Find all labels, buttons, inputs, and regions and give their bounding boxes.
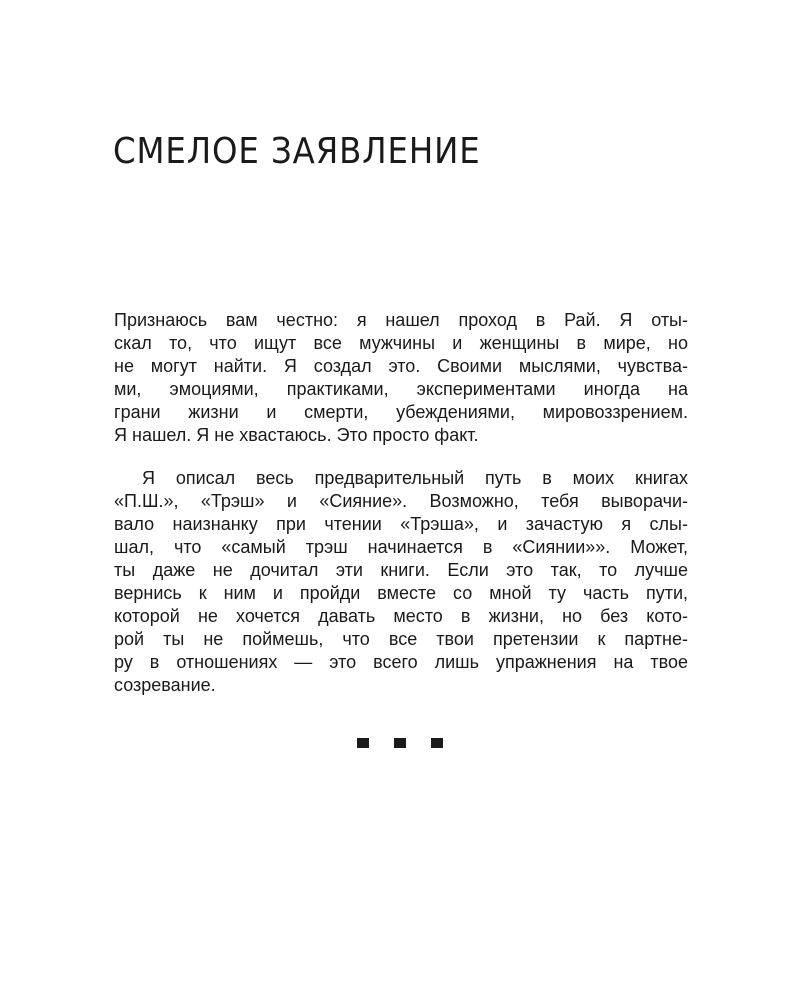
text-line: не могут найти. Я создал это. Своими мыслями, чувства-: [114, 356, 688, 376]
text-line: скал то, что ищут все мужчины и женщины в мире, но: [114, 333, 688, 353]
square-dot-icon: [394, 738, 406, 748]
text-line: «П.Ш.», «Трэш» и «Сияние». Возможно, тебя выворачи-: [114, 491, 688, 511]
paragraph-spacer: [114, 447, 688, 467]
text-line: Признаюсь вам честно: я нашел проход в Рай. Я оты-: [114, 310, 688, 330]
text-line: которой не хочется давать место в жизни, но без кото-: [114, 606, 688, 626]
text-line: ру в отношениях — это всего лишь упражнения на твое: [114, 652, 688, 672]
paragraph-2: [114, 467, 688, 697]
text-line: вернись к ним и пройди вместе со мной ту часть пути,: [114, 583, 688, 603]
text-line: ми, эмоциями, практиками, экспериментами иногда на: [114, 379, 688, 399]
square-dot-icon: [431, 738, 443, 748]
text-line: грани жизни и смерти, убеждениями, мировоззрением.: [114, 402, 688, 422]
text-line: вало наизнанку при чтении «Трэша», и зачастую я слы-: [114, 514, 688, 534]
paragraph-1: [114, 309, 688, 447]
text-line: Я нашел. Я не хвастаюсь. Это просто факт.: [114, 425, 479, 445]
text-line: рой ты не поймешь, что все твои претензии к партне-: [114, 629, 688, 649]
body-text: [114, 309, 688, 697]
chapter-title: СМЕЛОЕ ЗАЯВЛЕНИЕ: [113, 131, 481, 172]
text-line: шал, что «самый трэш начинается в «Сиянии»». Может,: [114, 537, 688, 557]
text-line: ты даже не дочитал эти книги. Если это так, то лучше: [114, 560, 688, 580]
text-line: созревание.: [114, 675, 216, 695]
square-dot-icon: [357, 738, 369, 748]
section-separator-icon: [0, 738, 800, 748]
text-line: Я описал весь предварительный путь в моих книгах: [142, 468, 688, 488]
